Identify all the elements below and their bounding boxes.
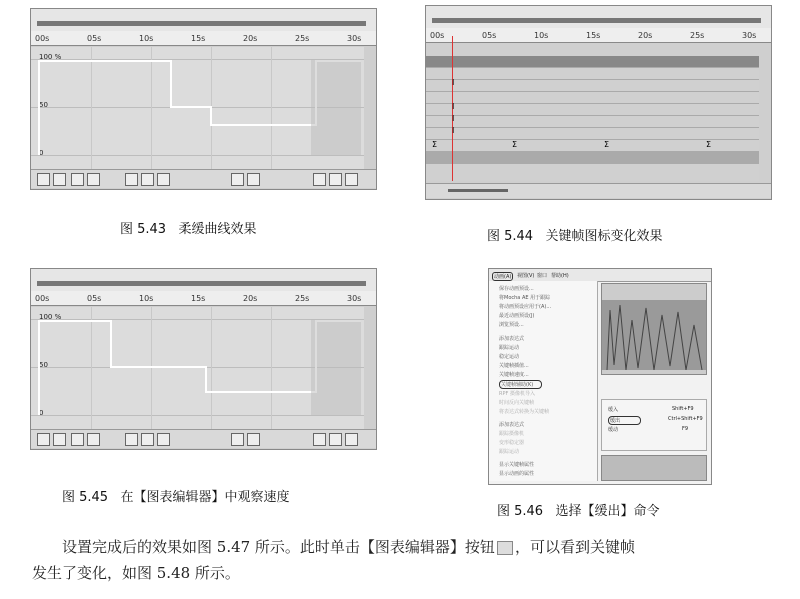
submenu-ease-out-shortcut: Ctrl+Shift+F9 <box>668 416 703 422</box>
keyframe-icon[interactable]: I <box>452 102 455 111</box>
keyframe-icon[interactable]: I <box>452 126 455 135</box>
keyframe-edit-icon[interactable] <box>231 173 244 186</box>
select-tool-icon[interactable] <box>125 433 138 446</box>
caption-5-43: 图 5.43 柔缓曲线效果 <box>120 222 257 237</box>
menu-item[interactable]: 关键帧速度... <box>499 372 529 378</box>
tick-label: 15s <box>191 34 206 43</box>
ease-in-icon[interactable] <box>329 173 342 186</box>
menu-item[interactable]: 变形稳定器 <box>499 440 525 446</box>
menu-item[interactable]: 跟踪运动 <box>499 449 520 455</box>
y-label-mid: 50 <box>39 101 48 109</box>
tick-label: 10s <box>534 31 549 40</box>
graph-type-icon[interactable] <box>53 433 66 446</box>
timeline-strip <box>601 455 707 481</box>
menu-item[interactable]: 时间反向关键帧 <box>499 400 535 406</box>
graph-area[interactable] <box>31 47 364 169</box>
curve-tool-2-icon[interactable] <box>157 433 170 446</box>
time-ruler[interactable] <box>426 6 771 29</box>
preview-panel <box>601 283 707 375</box>
graph-type-icon[interactable] <box>53 173 66 186</box>
tick-label: 10s <box>139 294 154 303</box>
speed-curve <box>31 47 364 169</box>
tick-label: 00s <box>35 34 50 43</box>
menu-item[interactable]: 将Mocha AE 用于跟踪 <box>499 295 551 301</box>
y-label-top: 100 % <box>39 53 62 61</box>
layer-rows <box>426 56 759 181</box>
eye-icon[interactable] <box>37 173 50 186</box>
time-ruler-labels <box>31 31 376 46</box>
keyframe-icon[interactable]: I <box>452 114 455 123</box>
animation-menu <box>489 281 598 481</box>
menu-item[interactable]: 稳定运动 <box>499 354 520 360</box>
menu-item[interactable]: 跟踪摄像机 <box>499 431 525 437</box>
tick-label: 20s <box>243 294 258 303</box>
zoom-bar[interactable] <box>426 183 771 198</box>
ease-out-icon[interactable] <box>345 173 358 186</box>
ease-in-icon[interactable] <box>329 433 342 446</box>
figure-5-45 <box>30 268 377 450</box>
y-label-top: 100 % <box>39 313 62 321</box>
keyframe-icon[interactable]: Σ <box>706 140 712 149</box>
menu-item[interactable]: 添加表达式 <box>499 422 525 428</box>
caption-5-44: 图 5.44 关键帧图标变化效果 <box>487 229 663 244</box>
tick-label: 20s <box>243 34 258 43</box>
keyframe-convert-icon[interactable] <box>247 173 260 186</box>
tick-label: 30s <box>347 294 362 303</box>
tick-label: 15s <box>586 31 601 40</box>
y-label-mid: 50 <box>39 361 48 369</box>
time-ruler-labels <box>31 291 376 306</box>
speed-curve <box>31 307 364 429</box>
easy-ease-icon[interactable] <box>313 433 326 446</box>
figure-5-46 <box>488 268 712 485</box>
menu-item[interactable]: 显示关键帧属性 <box>499 462 535 468</box>
submenu-ease-in[interactable]: 缓入 <box>608 407 619 413</box>
tick-label: 05s <box>482 31 497 40</box>
easy-ease-icon[interactable] <box>313 173 326 186</box>
menu-item[interactable]: 将动画预设应用于(A)... <box>499 304 552 310</box>
menu-item[interactable]: RPF 摄像机导入 <box>499 391 535 397</box>
snap-icon[interactable] <box>87 173 100 186</box>
graph-editor-button-icon <box>497 541 513 555</box>
graph-toolbar <box>31 169 376 188</box>
tick-label: 20s <box>638 31 653 40</box>
body-line-1b: ，可以看到关键帧 <box>514 538 635 556</box>
tick-label: 25s <box>295 294 310 303</box>
figure-5-43 <box>30 8 377 190</box>
menu-item-keyframe-assist[interactable]: 关键帧辅助(K) <box>499 380 542 389</box>
keyframe-icon[interactable]: Σ <box>604 140 610 149</box>
eye-icon[interactable] <box>37 433 50 446</box>
graph-toolbar <box>31 429 376 448</box>
select-tool-icon[interactable] <box>125 173 138 186</box>
menu-item[interactable]: 保存动画预设... <box>499 286 534 292</box>
preview-image <box>602 300 706 370</box>
fit-icon[interactable] <box>71 173 84 186</box>
time-ruler-labels <box>426 28 771 43</box>
time-ruler[interactable] <box>31 269 376 292</box>
tick-label: 10s <box>139 34 154 43</box>
body-line-2: 发生了变化，如图 5.48 所示。 <box>32 564 240 582</box>
body-line-1: 设置完成后的效果如图 5.47 所示。此时单击【图表编辑器】按钮 <box>62 538 495 556</box>
graph-area[interactable] <box>31 307 364 429</box>
menu-item[interactable]: 最近动画预设(J) <box>499 313 535 319</box>
snap-icon[interactable] <box>87 433 100 446</box>
curve-tool-2-icon[interactable] <box>157 173 170 186</box>
caption-5-45: 图 5.45 在【图表编辑器】中观察速度 <box>62 490 290 505</box>
menu-view[interactable]: 视图(V) <box>517 273 535 279</box>
keyframe-icon[interactable]: I <box>452 78 455 87</box>
menu-item[interactable]: 显示动画的属性 <box>499 471 535 477</box>
curve-tool-icon[interactable] <box>141 173 154 186</box>
tick-label: 25s <box>295 34 310 43</box>
tick-label: 00s <box>430 31 445 40</box>
work-area-bar[interactable] <box>37 281 366 286</box>
menu-item[interactable]: 跟踪运动 <box>499 345 520 351</box>
work-area-bar[interactable] <box>432 18 761 23</box>
keyframe-icon[interactable]: Σ <box>512 140 518 149</box>
keyframe-icon[interactable]: Σ <box>432 140 438 149</box>
menu-item[interactable]: 关键帧插值... <box>499 363 529 369</box>
menu-help[interactable]: 帮助(H) <box>551 273 569 279</box>
keyframe-edit-icon[interactable] <box>231 433 244 446</box>
submenu-ease-in-shortcut: Shift+F9 <box>672 406 694 412</box>
ease-out-icon[interactable] <box>345 433 358 446</box>
fit-icon[interactable] <box>71 433 84 446</box>
submenu-easy-ease-shortcut: F9 <box>682 426 689 432</box>
caption-5-46: 图 5.46 选择【缓出】命令 <box>497 504 660 519</box>
y-label-bot: 0 <box>39 409 44 417</box>
time-ruler[interactable] <box>31 9 376 32</box>
menu-window[interactable]: 窗口 <box>537 273 548 279</box>
curve-tool-icon[interactable] <box>141 433 154 446</box>
figure-5-44 <box>425 5 772 200</box>
tick-label: 00s <box>35 294 50 303</box>
submenu-easy-ease[interactable]: 缓动 <box>608 427 619 433</box>
body-paragraph <box>32 534 777 586</box>
keyframe-convert-icon[interactable] <box>247 433 260 446</box>
work-area-bar[interactable] <box>37 21 366 26</box>
tick-label: 05s <box>87 294 102 303</box>
menu-item[interactable]: 将表达式转换为关键帧 <box>499 409 550 415</box>
tick-label: 30s <box>742 31 757 40</box>
submenu-ease-out[interactable]: 缓出 <box>608 416 641 425</box>
menu-item[interactable]: 添加表达式 <box>499 336 525 342</box>
tick-label: 15s <box>191 294 206 303</box>
tick-label: 05s <box>87 34 102 43</box>
keyframe-assist-submenu <box>601 399 707 451</box>
tick-label: 30s <box>347 34 362 43</box>
y-label-bot: 0 <box>39 149 44 157</box>
tick-label: 25s <box>690 31 705 40</box>
menu-item[interactable]: 浏览预设... <box>499 322 524 328</box>
menu-animation[interactable]: 动画(A) <box>494 274 512 280</box>
